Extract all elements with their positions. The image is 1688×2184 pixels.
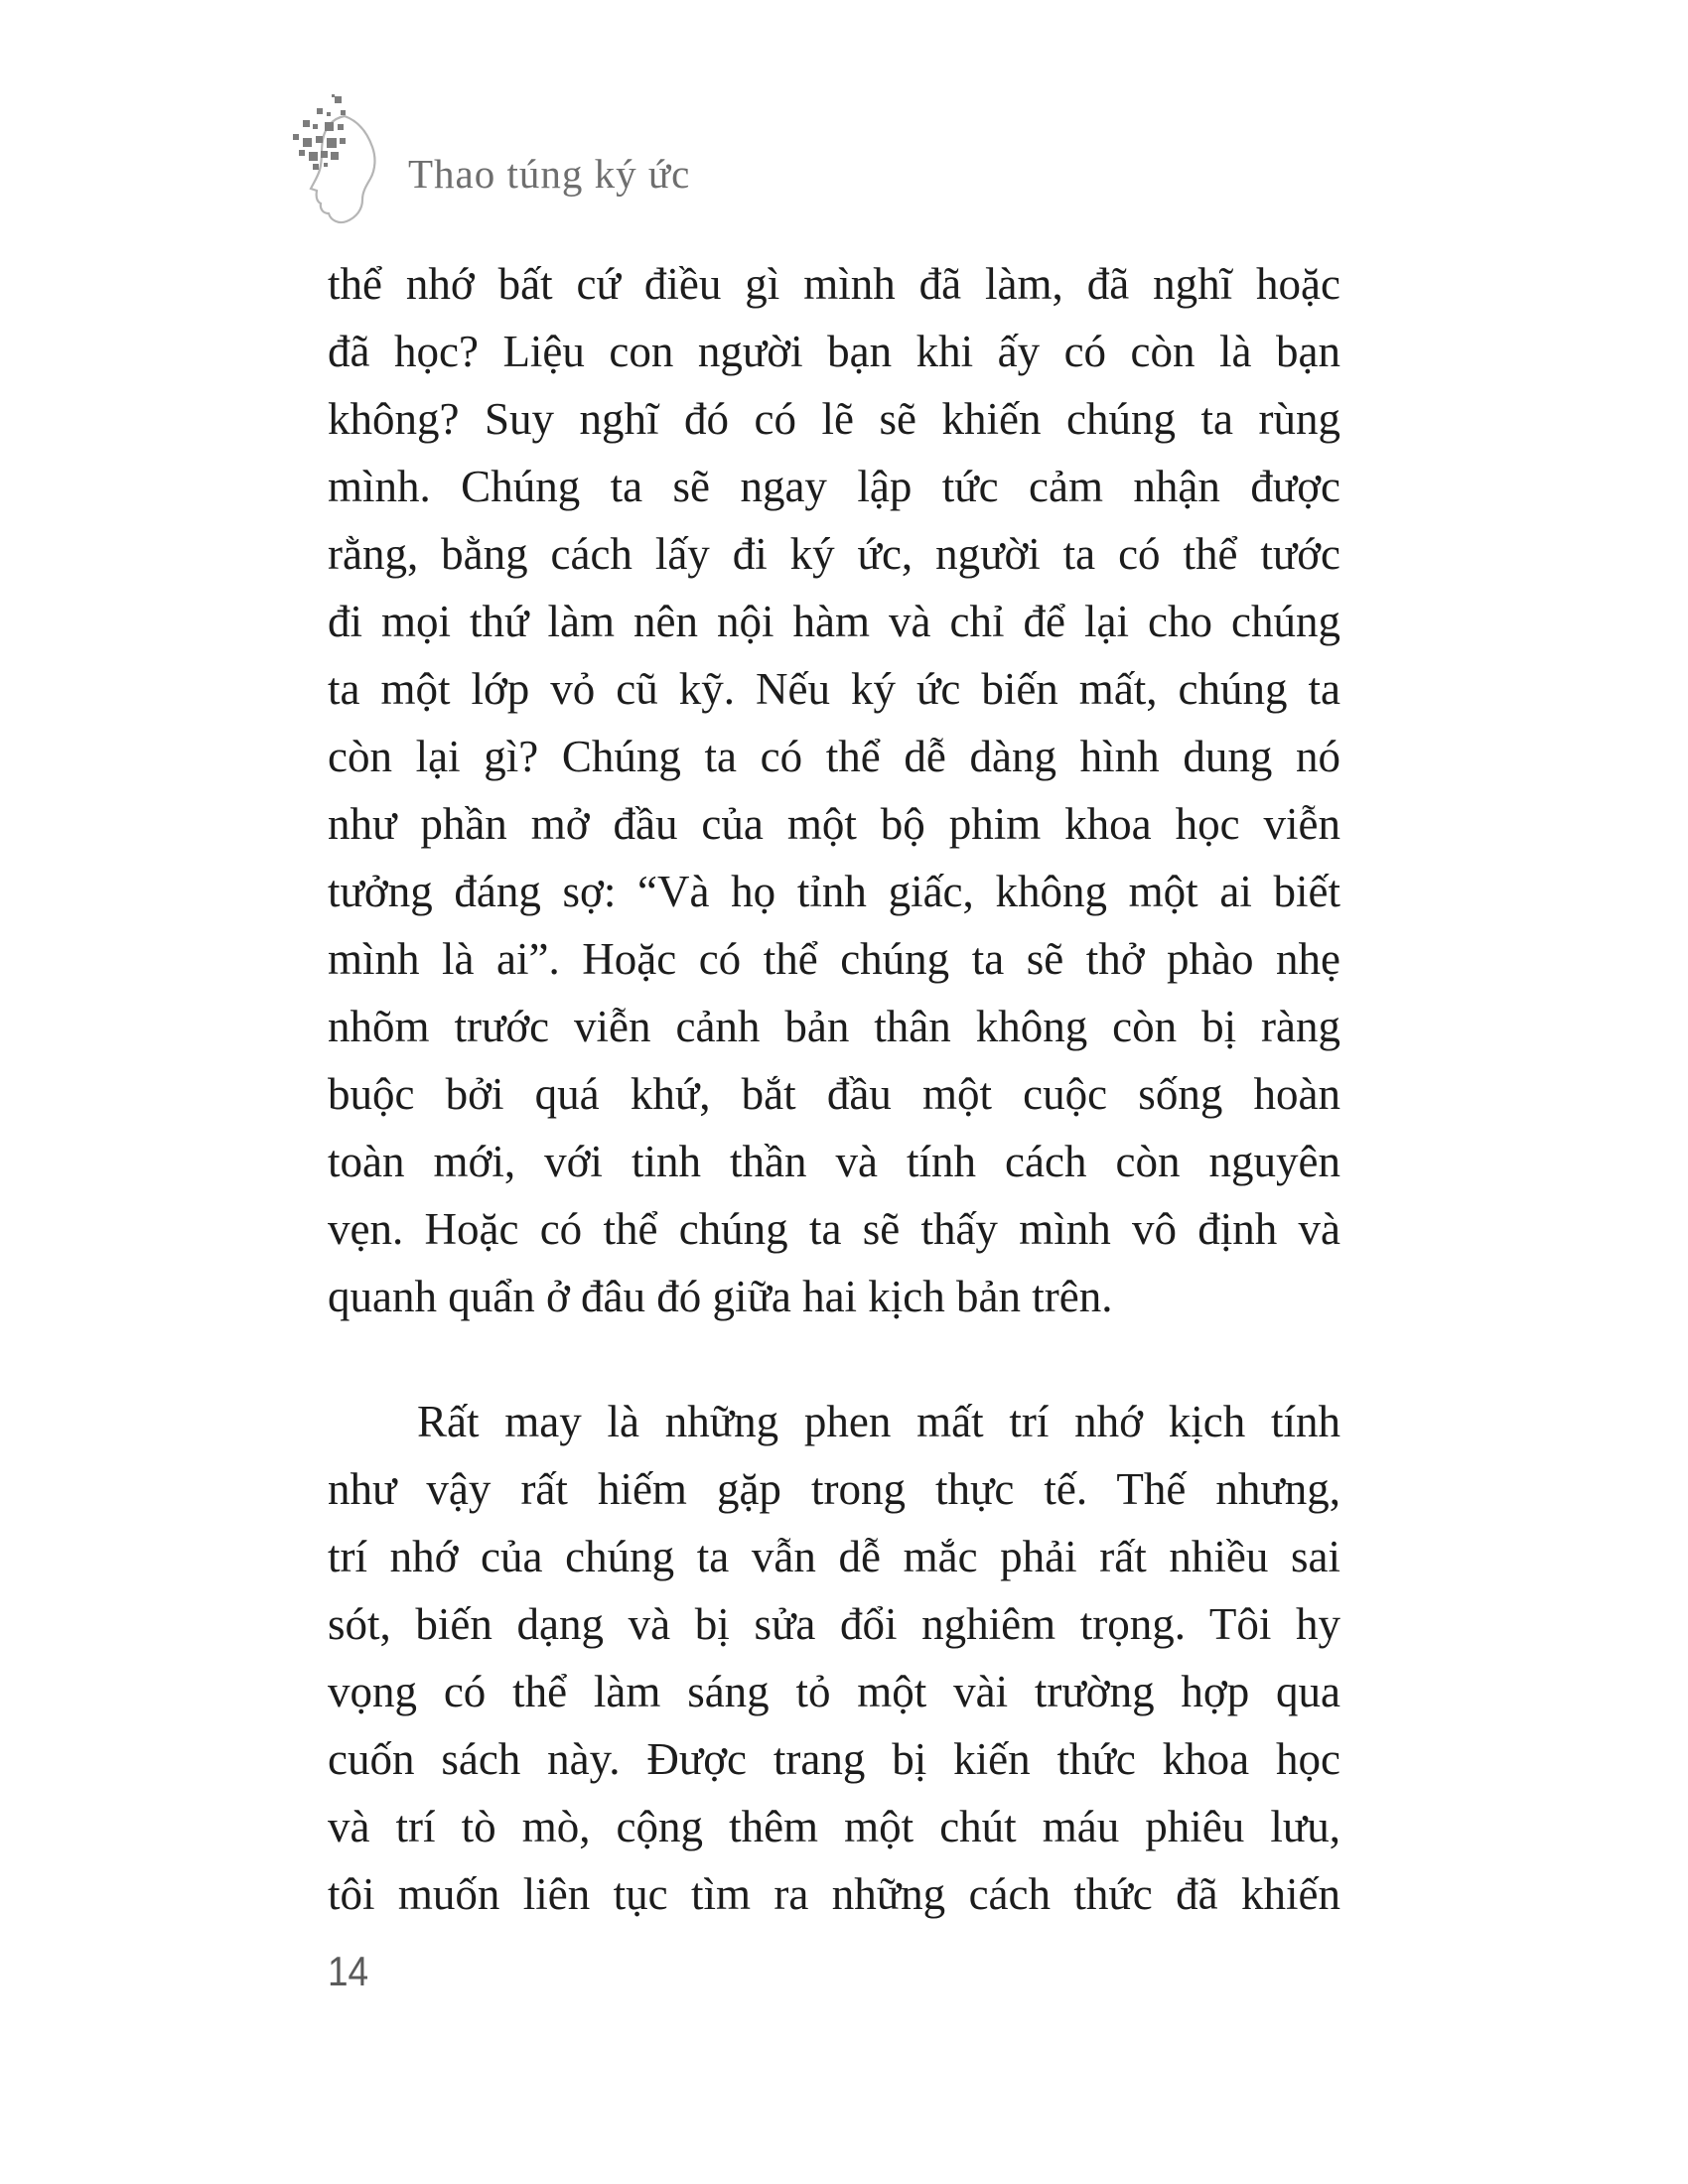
- text-line: như phần mở đầu của một bộ phim khoa học viễn: [328, 799, 1340, 849]
- text-line: toàn mới, với tinh thần và tính cách còn nguyên: [328, 1137, 1340, 1186]
- text-line: sót, biến dạng và bị sửa đổi nghiêm trọng. Tôi hy: [328, 1599, 1340, 1649]
- text-line: vẹn. Hoặc có thể chúng ta sẽ thấy mình vô định và: [328, 1204, 1340, 1254]
- paragraph-2: [328, 1388, 1340, 1928]
- book-title: Thao túng ký ức: [408, 151, 691, 197]
- text-line: đã học? Liệu con người bạn khi ấy có còn là bạn: [328, 327, 1340, 376]
- text-line: như vậy rất hiếm gặp trong thực tế. Thế nhưng,: [328, 1464, 1340, 1514]
- head-puzzle-logo-icon: [283, 94, 390, 225]
- puzzle-pieces: [293, 94, 346, 170]
- text-line: mình là ai”. Hoặc có thể chúng ta sẽ thở phào nhẹ: [328, 934, 1340, 984]
- text-line: rằng, bằng cách lấy đi ký ức, người ta có thể tước: [328, 529, 1340, 579]
- page-header: [283, 94, 690, 225]
- text-line: mình. Chúng ta sẽ ngay lập tức cảm nhận được: [328, 462, 1340, 511]
- text-line: tôi muốn liên tục tìm ra những cách thức đã khiến: [328, 1869, 1340, 1919]
- text-line: ta một lớp vỏ cũ kỹ. Nếu ký ức biến mất, chúng ta: [328, 664, 1340, 714]
- text-line: và trí tò mò, cộng thêm một chút máu phiêu lưu,: [328, 1802, 1340, 1851]
- page-number: 14: [328, 1948, 369, 1994]
- text-line: đi mọi thứ làm nên nội hàm và chỉ để lại cho chúng: [328, 597, 1340, 646]
- text-line: thể nhớ bất cứ điều gì mình đã làm, đã nghĩ hoặc: [328, 259, 1340, 309]
- text-line: cuốn sách này. Được trang bị kiến thức khoa học: [328, 1734, 1340, 1784]
- text-line: trí nhớ của chúng ta vẫn dễ mắc phải rất nhiều sai: [328, 1532, 1340, 1581]
- text-line: còn lại gì? Chúng ta có thể dễ dàng hình dung nó: [328, 732, 1340, 781]
- body-text: [328, 250, 1340, 1928]
- text-line: không? Suy nghĩ đó có lẽ sẽ khiến chúng ta rùng: [328, 394, 1340, 444]
- text-line: nhõm trước viễn cảnh bản thân không còn bị ràng: [328, 1002, 1340, 1051]
- text-line: buộc bởi quá khứ, bắt đầu một cuộc sống hoàn: [328, 1069, 1340, 1119]
- text-line: Rất may là những phen mất trí nhớ kịch tính: [417, 1397, 1340, 1446]
- text-line: vọng có thể làm sáng tỏ một vài trường hợp qua: [328, 1667, 1340, 1716]
- paragraph-1: [328, 250, 1340, 1330]
- text-line: quanh quẩn ở đâu đó giữa hai kịch bản trên.: [328, 1272, 1113, 1321]
- text-line: tưởng đáng sợ: “Và họ tỉnh giấc, không một ai biết: [328, 867, 1340, 916]
